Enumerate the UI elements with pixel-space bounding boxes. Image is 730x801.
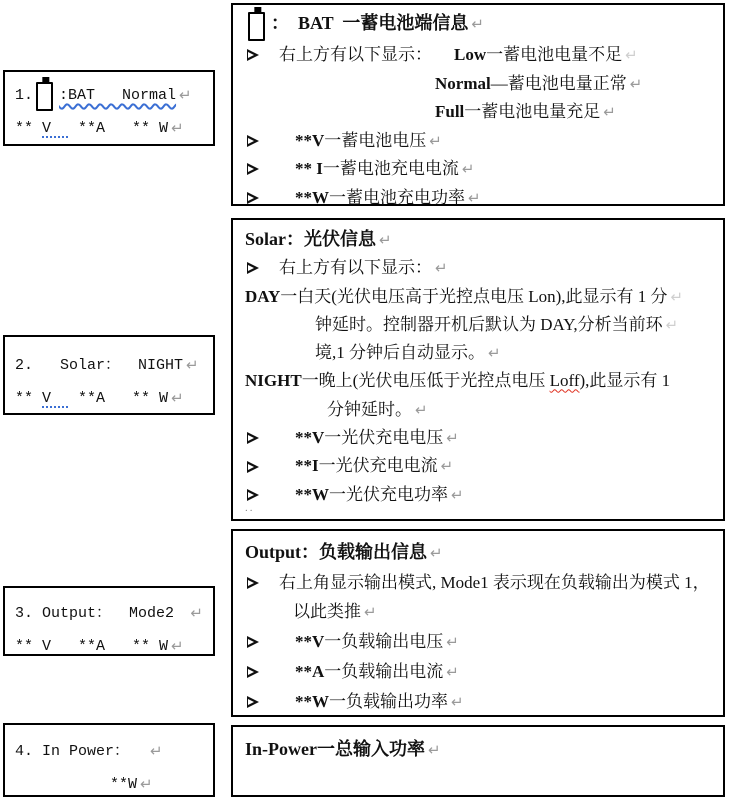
return-mark: ↵ — [171, 637, 184, 655]
status-option-latin: Normal — [435, 73, 491, 93]
battery-icon — [36, 82, 53, 111]
item-symbol: ** I — [295, 159, 323, 178]
bullet-arrow-icon — [247, 577, 259, 589]
item-desc: 一负载输出电流 — [324, 662, 444, 681]
day-paragraph-line — [245, 283, 711, 311]
bullet-arrow-icon — [247, 135, 259, 147]
return-mark: ↵ — [429, 131, 442, 150]
status-option-line — [245, 98, 711, 127]
section-title-row — [245, 10, 711, 41]
status-option-latin: Full — [435, 102, 465, 121]
status-option-desc: 一蓄电池电量不足 — [486, 45, 623, 64]
info-box-bat — [231, 3, 725, 206]
bullet-arrow-icon — [247, 636, 259, 648]
return-mark: ↵ — [488, 344, 501, 363]
status-option-latin: Low — [454, 45, 487, 64]
bullet-text: 以此类推 — [293, 602, 361, 621]
stray-dots: .. — [245, 501, 255, 514]
return-mark: ↵ — [625, 46, 638, 64]
display-box-inpower — [3, 723, 215, 797]
bullet-arrow-icon — [247, 696, 259, 708]
display-line — [15, 597, 203, 630]
item-symbol: **W — [295, 187, 329, 207]
night-text: ),此显示有 1 — [579, 371, 671, 391]
solar-status-text: 2. Solar： NIGHT — [15, 357, 184, 374]
return-mark: ↵ — [427, 741, 441, 759]
display-line — [15, 79, 203, 112]
display-box-solar — [3, 335, 215, 415]
output-status-text: 3. Output： Mode2 — [15, 605, 193, 622]
item-desc: 一光伏充电电流 — [318, 456, 438, 476]
bullet-line — [245, 627, 711, 657]
return-mark: ↵ — [190, 604, 203, 622]
info-box-inpower — [231, 725, 725, 797]
measure-rest: **A ** W — [69, 390, 169, 407]
return-mark: ↵ — [415, 400, 428, 419]
section-title-latin: Solar： — [245, 229, 305, 249]
status-option-desc: 一蓄电池电量充足 — [464, 102, 601, 121]
display-box-bat — [3, 70, 215, 146]
bullet-line — [245, 184, 711, 213]
day-keyword: DAY — [245, 286, 281, 306]
item-symbol: **W — [295, 692, 329, 711]
item-symbol: **V — [295, 130, 325, 150]
bullet-arrow-icon — [247, 192, 259, 204]
bullet-arrow-icon — [247, 262, 259, 274]
inpower-value: **W — [110, 776, 138, 793]
section-title-cn: 光伏信息 — [304, 229, 377, 249]
misspelled-word: Loff — [549, 371, 580, 391]
return-mark: ↵ — [603, 103, 616, 121]
bullet-text: 右上角显示输出模式, Mode1 表示现在负载输出为模式 1， — [279, 573, 710, 592]
item-desc: 一负载输出电压 — [324, 632, 444, 651]
display-line — [15, 768, 203, 801]
section-title-row — [245, 225, 711, 254]
night-paragraph-line — [245, 396, 711, 424]
return-mark: ↵ — [379, 231, 392, 249]
item-symbol: **V — [295, 632, 325, 651]
display-line — [15, 382, 203, 415]
return-mark: ↵ — [451, 693, 464, 711]
bullet-line — [245, 424, 711, 452]
volt-letter: V — [42, 390, 70, 407]
return-mark: ↵ — [150, 742, 163, 760]
item-number: 1. — [15, 87, 34, 104]
item-desc: 一蓄电池电压 — [324, 130, 427, 150]
night-paragraph-line — [245, 367, 711, 395]
section-title-row — [245, 735, 711, 764]
bullet-wrap-line — [245, 597, 711, 627]
item-desc: 一负载输出功率 — [329, 692, 448, 711]
inpower-description: In-Power一总输入功率 — [245, 739, 425, 759]
return-mark: ↵ — [435, 259, 448, 278]
section-title-latin: Output： — [245, 542, 320, 562]
return-mark: ↵ — [665, 315, 679, 334]
measure-rest: **A ** W — [69, 120, 169, 137]
return-mark: ↵ — [364, 603, 377, 621]
display-line — [15, 630, 203, 663]
bullet-line — [245, 568, 711, 597]
return-mark: ↵ — [471, 15, 484, 33]
day-text: 一白天(光伏电压高于光控点电压 Lon),此显示有 1 分 — [280, 286, 668, 306]
return-mark: ↵ — [171, 389, 184, 407]
return-mark: ↵ — [629, 74, 643, 93]
bullet-line — [245, 127, 711, 156]
day-paragraph-line — [245, 339, 711, 367]
bullet-text: 右上方有以下显示： — [279, 258, 432, 278]
display-box-output — [3, 586, 215, 656]
measure-prefix: ** — [15, 120, 43, 137]
bullet-line — [245, 155, 711, 184]
return-mark: ↵ — [140, 775, 153, 793]
item-desc: 一光伏充电功率 — [329, 484, 448, 504]
item-symbol: **A — [295, 662, 325, 681]
measure-line: ** V **A ** W — [15, 638, 169, 655]
item-desc: 一光伏充电电压 — [324, 428, 444, 448]
display-line — [15, 112, 203, 145]
bullet-arrow-icon — [247, 461, 259, 473]
return-mark: ↵ — [446, 633, 459, 651]
item-desc: 一蓄电池充电电流 — [322, 159, 459, 178]
display-line — [15, 735, 203, 768]
return-mark: ↵ — [430, 544, 443, 562]
bullet-arrow-icon — [247, 432, 259, 444]
item-symbol: **W — [295, 484, 329, 504]
day-paragraph-line — [245, 311, 711, 339]
battery-icon — [248, 12, 265, 41]
return-mark: ↵ — [171, 119, 184, 137]
return-mark: ↵ — [670, 287, 684, 306]
item-symbol: **V — [295, 428, 325, 448]
bullet-text: 右上方有以下显示： — [279, 45, 432, 64]
volt-letter: V — [42, 120, 70, 137]
return-mark: ↵ — [468, 188, 481, 207]
item-desc: 一蓄电池充电功率 — [329, 187, 465, 207]
return-mark: ↵ — [446, 429, 459, 448]
return-mark: ↵ — [461, 160, 475, 178]
night-keyword: NIGHT — [245, 371, 302, 391]
return-mark: ↵ — [446, 663, 459, 681]
bullet-arrow-icon — [247, 666, 259, 678]
measure-prefix: ** — [15, 390, 43, 407]
section-title: ： BAT 一蓄电池端信息 — [271, 13, 469, 33]
section-title-row — [245, 538, 711, 568]
info-box-solar — [231, 218, 725, 521]
info-box-output — [231, 529, 725, 717]
return-mark: ↵ — [186, 356, 199, 374]
return-mark: ↵ — [179, 86, 192, 104]
inpower-label: 4. In Power： — [15, 743, 148, 760]
day-text: 钟延时。控制器开机后默认为 DAY,分析当前环 — [315, 314, 663, 334]
bullet-line — [245, 254, 711, 282]
return-mark: ↵ — [440, 457, 454, 476]
bullet-arrow-icon — [247, 489, 259, 501]
bullet-line — [245, 687, 711, 717]
night-text: 分钟延时。 — [327, 399, 412, 419]
bullet-arrow-icon — [247, 49, 259, 61]
return-mark: ↵ — [451, 485, 464, 504]
bat-status-text: :BAT Normal — [59, 87, 177, 104]
night-text: 一晚上(光伏电压低于光控点电压 — [301, 371, 550, 391]
day-text: 境,1 分钟后自动显示。 — [315, 343, 485, 363]
bullet-line — [245, 41, 711, 70]
bullet-line — [245, 657, 711, 687]
status-option-line — [245, 70, 711, 99]
item-symbol: **I — [295, 456, 319, 476]
bullet-line — [245, 452, 711, 480]
status-option-desc: —蓄电池电量正常 — [490, 73, 627, 93]
display-line — [15, 349, 203, 382]
section-title-cn: 负载输出信息 — [319, 542, 428, 562]
bullet-arrow-icon — [247, 163, 259, 175]
